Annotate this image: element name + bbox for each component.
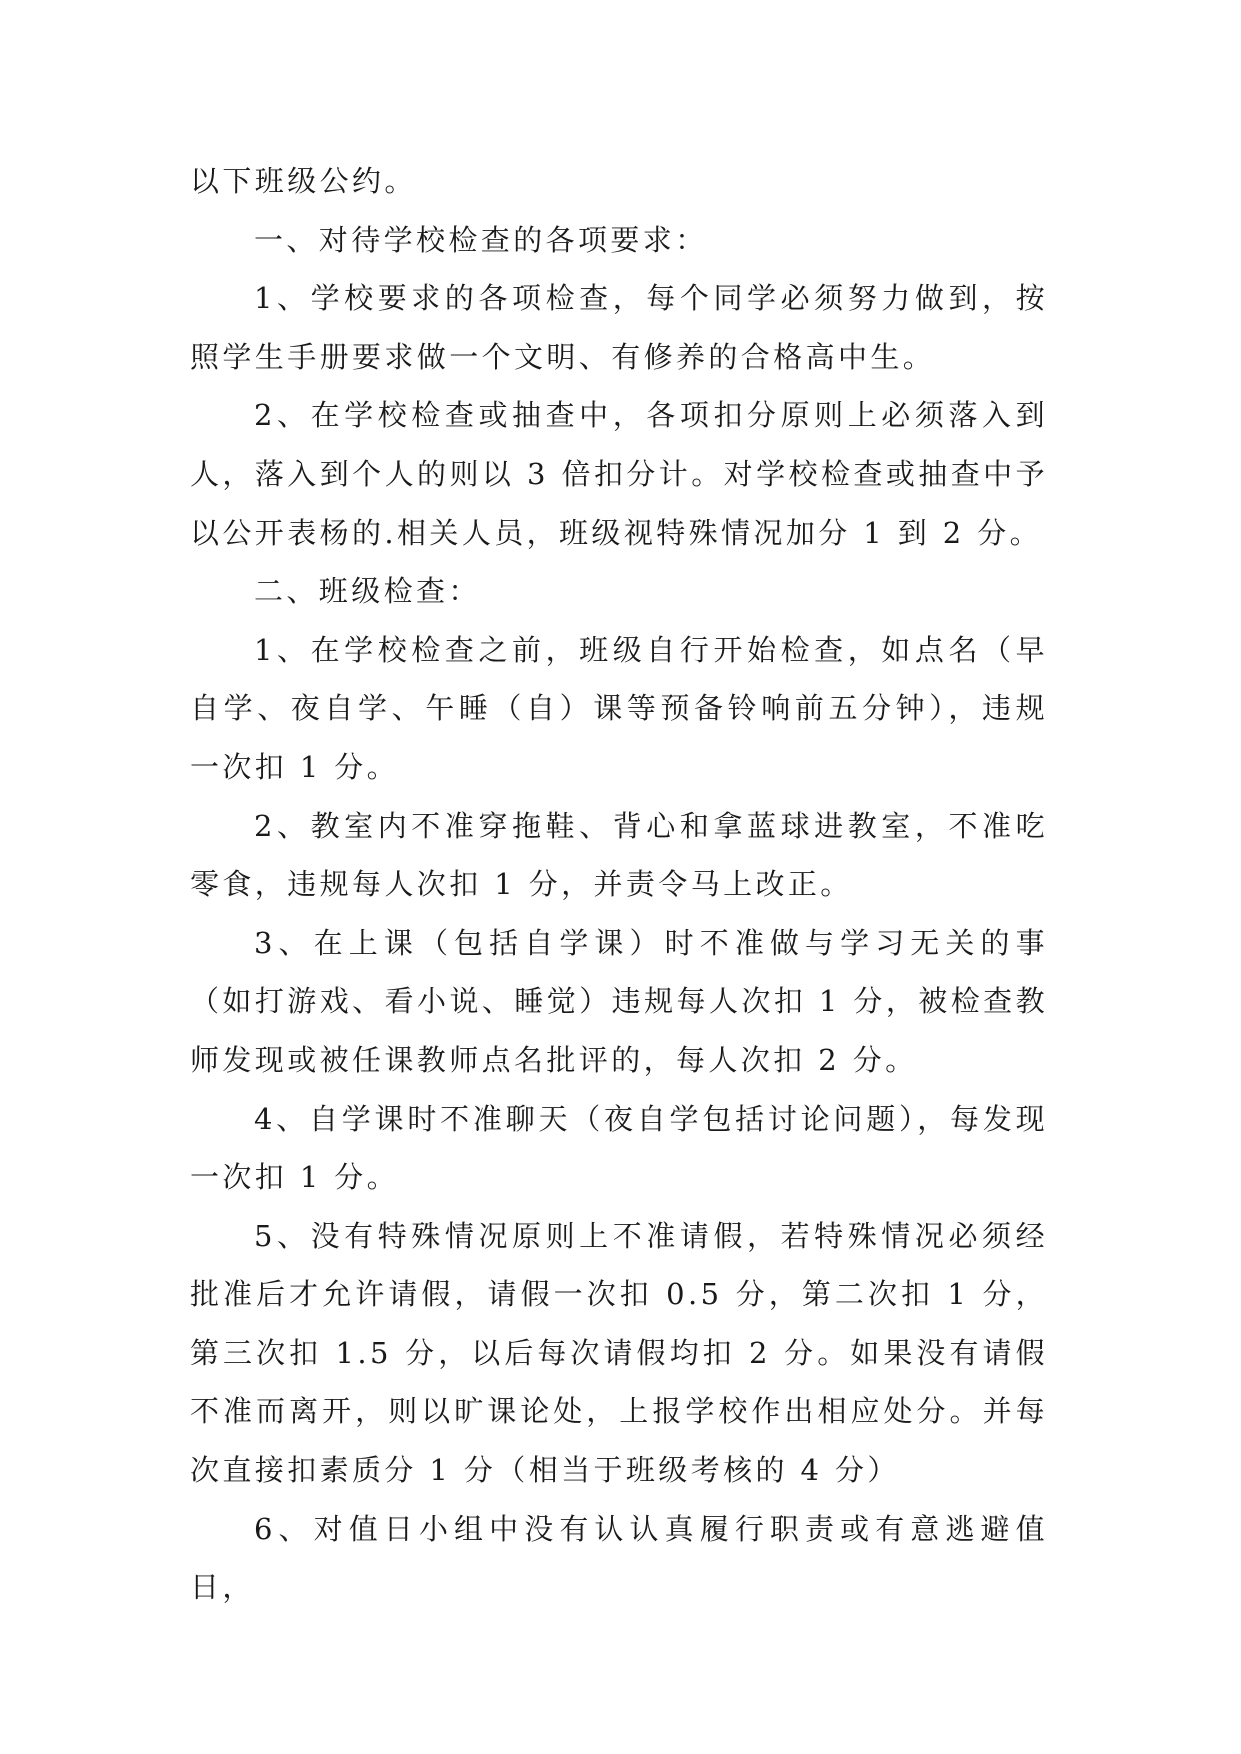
- paragraph-school-item-2: 2、在学校检查或抽查中，各项扣分原则上必须落入到人，落入到个人的则以 3 倍扣分计。对学校检查或抽查中予以公开表杨的.相关人员，班级视特殊情况加分 1 到 2 分。: [190, 398, 1048, 550]
- document-body: [190, 152, 1048, 1617]
- heading-class-inspection: 二、班级检查：: [254, 574, 481, 609]
- paragraph-class-item-3: 3、在上课（包括自学课）时不准做与学习无关的事（如打游戏、看小说、睡觉）违规每人次扣 1 分，被检查教师发现或被任课教师点名批评的，每人次扣 2 分。: [190, 925, 1048, 1077]
- paragraph-class-item-1: 1、在学校检查之前，班级自行开始检查，如点名（早自学、夜自学、午睡（自）课等预备铃响前五分钟），违规一次扣 1 分。: [190, 632, 1048, 784]
- paragraph-class-item-6: 6、对值日小组中没有认认真履行职责或有意逃避值日，: [190, 1511, 1048, 1605]
- paragraph-class-item-4: 4、自学课时不准聊天（夜自学包括讨论问题），每发现一次扣 1 分。: [190, 1101, 1048, 1195]
- paragraph-class-item-5: 5、没有特殊情况原则上不准请假，若特殊情况必须经批准后才允许请假，请假一次扣 0.5 分，第二次扣 1 分，第三次扣 1.5 分，以后每次请假均扣 2 分。如果没有请假不准而离开，则以旷课论处，上报学校作出相应处分。并每次直接扣素质分 1 分（相当于班级考核的 4 分）: [190, 1218, 1048, 1488]
- heading-school-inspection: 一、对待学校检查的各项要求：: [254, 222, 708, 257]
- paragraph-school-item-1: 1、学校要求的各项检查，每个同学必须努力做到，按照学生手册要求做一个文明、有修养的合格高中生。: [190, 281, 1048, 374]
- paragraph-class-item-2: 2、教室内不准穿拖鞋、背心和拿蓝球进教室，不准吃零食，违规每人次扣 1 分，并责令马上改正。: [190, 808, 1048, 902]
- paragraph-intro: 以下班级公约。: [190, 164, 417, 198]
